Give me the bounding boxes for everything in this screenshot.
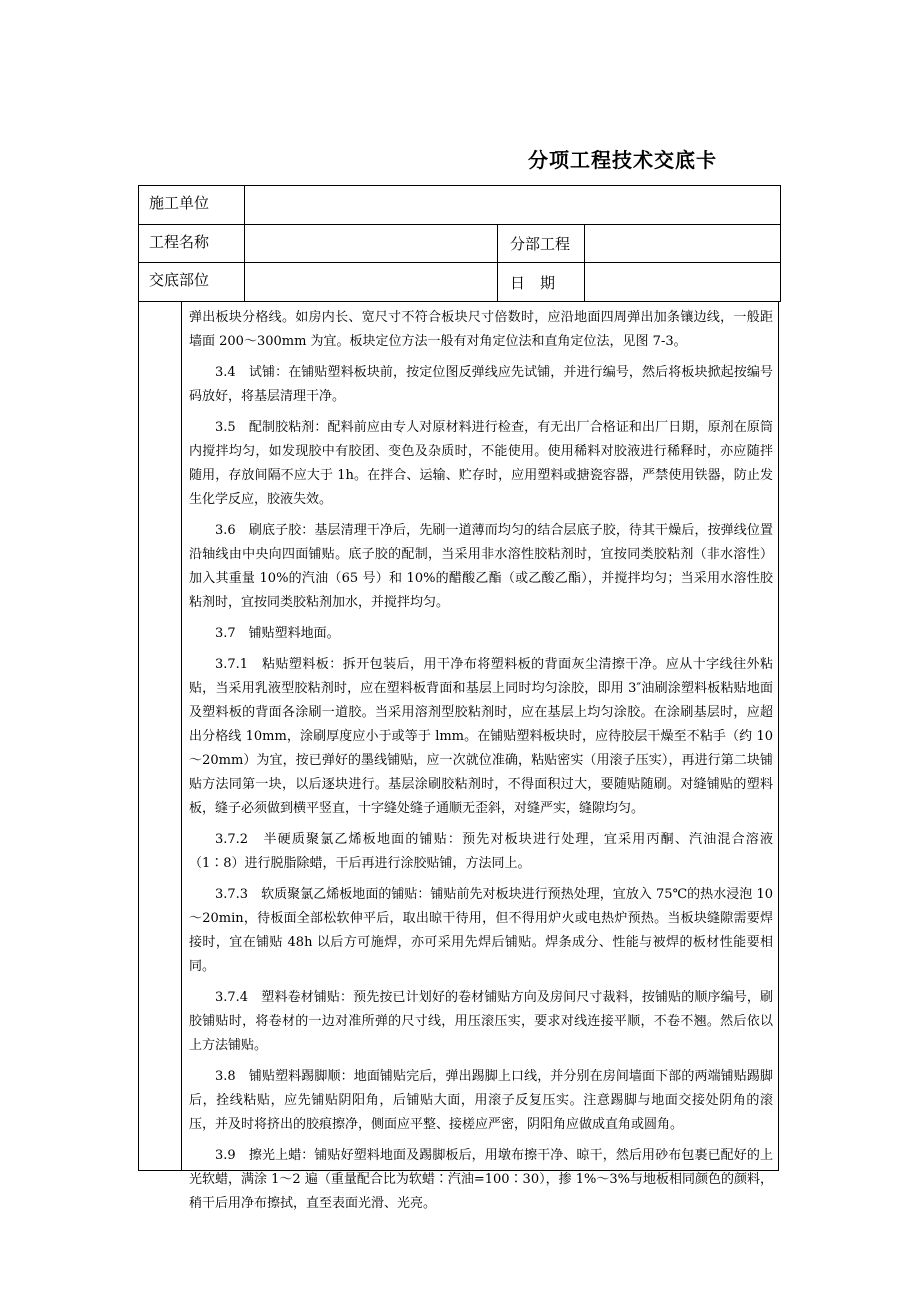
location-value-cell[interactable] bbox=[245, 263, 498, 302]
project-name-value-cell[interactable] bbox=[245, 225, 498, 263]
paragraph-3-8: 3.8 铺贴塑料踢脚顺：地面铺贴完后，弹出踢脚上口线，并分别在房间墙面下部的两端铺贴踢脚后，拴线粘贴，应先铺贴阴阳角，后铺贴大面，用滚子反复压实。注意踢脚与地面交接处阴角的滚压，并及时将挤出的胶痕擦净，侧面应平整、接槎应严密，阴阳角应做成直角或圆角。 bbox=[189, 1069, 773, 1132]
location-label: 交底部位 bbox=[139, 263, 245, 302]
sub-project-value-cell[interactable] bbox=[585, 225, 781, 263]
project-name-label: 工程名称 bbox=[139, 225, 245, 263]
date-label: 日 期 bbox=[498, 263, 585, 302]
paragraph-continuation: 弹出板块分格线。如房内长、宽尺寸不符合板块尺寸倍数时，应沿地面四周弹出加条镶边线，一般距墙面 200～300mm 为宜。板块定位方法一般有对角定位法和直角定位法，见图 7-3。 bbox=[189, 310, 773, 349]
paragraph-3-7-3: 3.7.3 软质聚氯乙烯板地面的铺贴：铺贴前先对板块进行预热处理，宜放入 75℃的热水浸泡 10～20min，待板面全部松软伸平后，取出晾干待用，但不得用炉火或电热炉预热。当板块缝隙需要焊接时，宜在铺贴 48h 以后方可施焊，亦可采用先焊后铺贴。焊条成分、性能与被焊的板材性能要相同。 bbox=[189, 887, 773, 974]
unit-value-cell[interactable] bbox=[245, 186, 781, 225]
paragraph-3-7-4: 3.7.4 塑料卷材铺贴：预先按已计划好的卷材铺贴方向及房间尺寸裁料，按铺贴的顺序编号，刷胶铺贴时，将卷材的一边对准所弹的尺寸线，用压滚压实，要求对线连接平顺，不卷不翘。然后依以上方法铺贴。 bbox=[189, 990, 773, 1053]
paragraph-3-6: 3.6 刷底子胶：基层清理干净后，先刷一道薄而均匀的结合层底子胶，待其干燥后，按弹线位置沿轴线由中央向四面铺贴。底子胶的配制，当采用非水溶性胶粘剂时，宜按同类胶粘剂（非水溶性）加入其重量 10%的汽油（65 号）和 10%的醋酸乙酯（或乙酸乙酯），并搅拌均匀；当采用水溶性胶粘剂时，宜按同类胶粘剂加水，并搅拌均匀。 bbox=[189, 523, 773, 610]
unit-label: 施工单位 bbox=[139, 186, 245, 225]
date-value-cell[interactable] bbox=[585, 263, 781, 302]
paragraph-3-4: 3.4 试铺：在铺贴塑料板块前，按定位图反弹线应先试铺，并进行编号，然后将板块掀起按编号码放好，将基层清理干净。 bbox=[189, 365, 773, 404]
paragraph-3-5: 3.5 配制胶粘剂：配料前应由专人对原材料进行检查，有无出厂合格证和出厂日期，原剂在原筒内搅拌均匀，如发现胶中有胶团、变色及杂质时，不能使用。使用稀料对胶液进行稀释时，亦应随拌随用，存放间隔不应大于 1h。在拌合、运输、贮存时，应用塑料或搪瓷容器，严禁使用铁器，防止发生化学反应，胶液失效。 bbox=[189, 420, 773, 507]
paragraph-3-7: 3.7 铺贴塑料地面。 bbox=[215, 626, 340, 641]
paragraph-3-9: 3.9 擦光上蜡：铺贴好塑料地面及踢脚板后，用墩布擦干净、晾干，然后用砂布包裹已配好的上光软蜡，满涂 1～2 遍（重量配合比为软蜡∶汽油=100∶30），掺 1%～3%与地板相同颜色的颜料，稍干后用净布擦拭，直至表面光滑、光亮。 bbox=[189, 1148, 773, 1211]
left-margin-divider bbox=[181, 301, 182, 1170]
content-text bbox=[189, 306, 773, 1223]
sub-project-label: 分部工程 bbox=[498, 225, 585, 263]
header-table bbox=[138, 185, 781, 302]
paragraph-3-7-1: 3.7.1 粘贴塑料板：拆开包装后，用干净布将塑料板的背面灰尘清擦干净。应从十字线往外粘贴，当采用乳液型胶粘剂时，应在塑料板背面和基层上同时均匀涂胶，即用 3″油刷涂塑料板粘贴地面及塑料板的背面各涂刷一道胶。当采用溶剂型胶粘剂时，应在基层上均匀涂胶。在涂刷基层时，应超出分格线 10mm，涂刷厚度应小于或等于 lmm。在铺贴塑料板块时，应待胶层干燥至不粘手（约 10～20mm）为宜，按已弹好的墨线铺贴，应一次就位准确，粘贴密实（用滚子压实），再进行第二块铺贴方法同第一块，以后逐块进行。基层涂刷胶粘剂时，不得面积过大，要随贴随刷。对缝铺贴的塑料板，缝子必须做到横平竖直，十字缝处缝子通顺无歪斜，对缝严实，缝隙均匀。 bbox=[189, 657, 773, 816]
paragraph-3-7-2: 3.7.2 半硬质聚氯乙烯板地面的铺贴：预先对板块进行处理，宜采用丙酮、汽油混合溶液（1∶8）进行脱脂除蜡，干后再进行涂胶贴铺，方法同上。 bbox=[189, 832, 773, 871]
document-title: 分项工程技术交底卡 bbox=[528, 148, 717, 172]
